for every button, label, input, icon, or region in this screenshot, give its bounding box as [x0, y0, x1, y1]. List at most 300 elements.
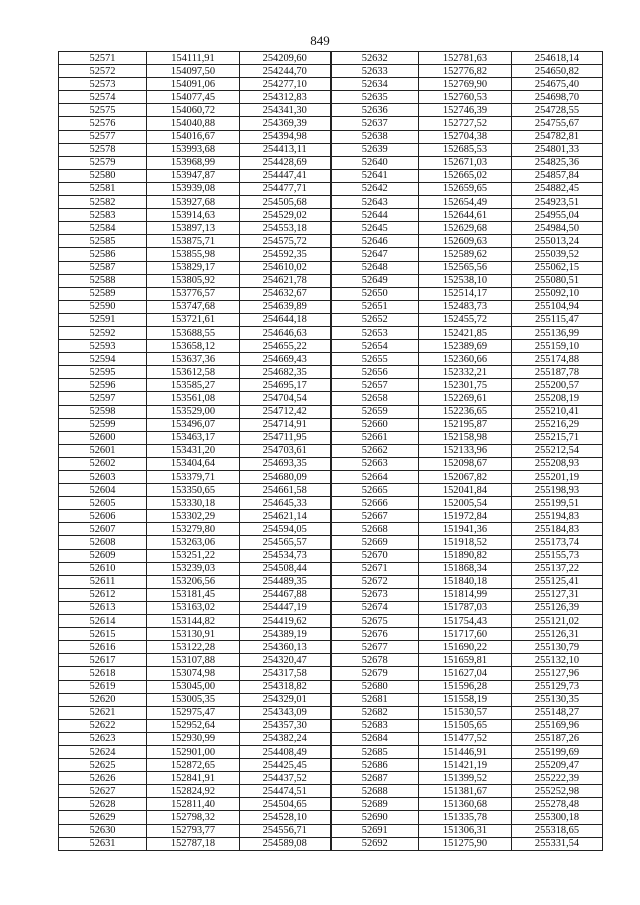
y-coordinate-left: 254447,19: [240, 601, 331, 614]
point-number-right: 52658: [331, 392, 419, 405]
y-coordinate-left: 254644,18: [240, 313, 331, 326]
table-row: [59, 65, 603, 78]
y-coordinate-right: 254698,70: [512, 91, 603, 104]
y-coordinate-right: 254782,81: [512, 130, 603, 143]
x-coordinate-right: 151335,78: [419, 811, 512, 824]
x-coordinate-left: 153144,82: [147, 615, 240, 628]
y-coordinate-left: 254447,41: [240, 169, 331, 182]
table-row: [59, 326, 603, 339]
y-coordinate-right: 255104,94: [512, 300, 603, 313]
point-number-left: 52617: [59, 654, 147, 667]
point-number-left: 52624: [59, 745, 147, 758]
point-number-right: 52638: [331, 130, 419, 143]
x-coordinate-right: 152644,61: [419, 209, 512, 222]
y-coordinate-right: 255127,96: [512, 667, 603, 680]
point-number-left: 52630: [59, 824, 147, 837]
y-coordinate-right: 255210,41: [512, 405, 603, 418]
point-number-left: 52625: [59, 759, 147, 772]
x-coordinate-left: 153747,68: [147, 300, 240, 313]
x-coordinate-right: 151754,43: [419, 615, 512, 628]
y-coordinate-right: 255200,57: [512, 379, 603, 392]
point-number-left: 52590: [59, 300, 147, 313]
point-number-left: 52587: [59, 261, 147, 274]
x-coordinate-right: 152301,75: [419, 379, 512, 392]
x-coordinate-left: 152793,77: [147, 824, 240, 837]
point-number-right: 52678: [331, 654, 419, 667]
point-number-right: 52657: [331, 379, 419, 392]
y-coordinate-left: 254610,02: [240, 261, 331, 274]
y-coordinate-left: 254209,60: [240, 52, 331, 65]
x-coordinate-left: 153350,65: [147, 484, 240, 497]
x-coordinate-left: 152798,32: [147, 811, 240, 824]
x-coordinate-right: 151275,90: [419, 837, 512, 850]
y-coordinate-left: 254680,09: [240, 471, 331, 484]
table-row: [59, 719, 603, 732]
x-coordinate-left: 153968,99: [147, 156, 240, 169]
point-number-left: 52595: [59, 366, 147, 379]
point-number-left: 52594: [59, 353, 147, 366]
x-coordinate-left: 152841,91: [147, 772, 240, 785]
y-coordinate-left: 254508,44: [240, 562, 331, 575]
y-coordinate-left: 254589,08: [240, 837, 331, 850]
table-row: [59, 811, 603, 824]
point-number-right: 52692: [331, 837, 419, 850]
point-number-right: 52691: [331, 824, 419, 837]
table-row: [59, 536, 603, 549]
point-number-right: 52680: [331, 680, 419, 693]
point-number-right: 52673: [331, 588, 419, 601]
x-coordinate-left: 153529,00: [147, 405, 240, 418]
table-row: [59, 641, 603, 654]
table-row: [59, 732, 603, 745]
point-number-left: 52622: [59, 719, 147, 732]
x-coordinate-right: 152332,21: [419, 366, 512, 379]
table-row: [59, 680, 603, 693]
y-coordinate-right: 255080,51: [512, 274, 603, 287]
x-coordinate-left: 153721,61: [147, 313, 240, 326]
y-coordinate-right: 255013,24: [512, 235, 603, 248]
point-number-left: 52581: [59, 182, 147, 195]
point-number-right: 52688: [331, 785, 419, 798]
x-coordinate-right: 152514,17: [419, 287, 512, 300]
table-row: [59, 300, 603, 313]
y-coordinate-left: 254341,30: [240, 104, 331, 117]
point-number-right: 52653: [331, 326, 419, 339]
point-number-right: 52689: [331, 798, 419, 811]
point-number-left: 52600: [59, 431, 147, 444]
x-coordinate-right: 152389,69: [419, 340, 512, 353]
x-coordinate-left: 153776,57: [147, 287, 240, 300]
point-number-right: 52684: [331, 732, 419, 745]
x-coordinate-right: 152776,82: [419, 65, 512, 78]
point-number-right: 52635: [331, 91, 419, 104]
point-number-left: 52605: [59, 497, 147, 510]
point-number-right: 52677: [331, 641, 419, 654]
point-number-right: 52683: [331, 719, 419, 732]
point-number-right: 52661: [331, 431, 419, 444]
x-coordinate-right: 152158,98: [419, 431, 512, 444]
table-row: [59, 772, 603, 785]
x-coordinate-left: 152787,18: [147, 837, 240, 850]
y-coordinate-right: 255121,02: [512, 615, 603, 628]
y-coordinate-right: 255194,83: [512, 510, 603, 523]
x-coordinate-right: 151505,65: [419, 719, 512, 732]
x-coordinate-left: 153658,12: [147, 340, 240, 353]
y-coordinate-left: 254534,73: [240, 549, 331, 562]
y-coordinate-left: 254693,35: [240, 457, 331, 470]
point-number-left: 52584: [59, 222, 147, 235]
x-coordinate-left: 153805,92: [147, 274, 240, 287]
point-number-right: 52679: [331, 667, 419, 680]
y-coordinate-right: 255187,78: [512, 366, 603, 379]
y-coordinate-left: 254382,24: [240, 732, 331, 745]
x-coordinate-left: 152930,99: [147, 732, 240, 745]
point-number-left: 52586: [59, 248, 147, 261]
x-coordinate-right: 151399,52: [419, 772, 512, 785]
x-coordinate-left: 153404,64: [147, 457, 240, 470]
x-coordinate-right: 151421,19: [419, 759, 512, 772]
x-coordinate-right: 152781,63: [419, 52, 512, 65]
y-coordinate-left: 254394,98: [240, 130, 331, 143]
point-number-left: 52585: [59, 235, 147, 248]
table-row: [59, 824, 603, 837]
x-coordinate-right: 152483,73: [419, 300, 512, 313]
point-number-left: 52609: [59, 549, 147, 562]
x-coordinate-right: 151381,67: [419, 785, 512, 798]
x-coordinate-left: 154040,88: [147, 117, 240, 130]
y-coordinate-left: 254529,02: [240, 209, 331, 222]
point-number-right: 52645: [331, 222, 419, 235]
x-coordinate-left: 153463,17: [147, 431, 240, 444]
point-number-left: 52573: [59, 78, 147, 91]
table-row: [59, 471, 603, 484]
point-number-right: 52639: [331, 143, 419, 156]
y-coordinate-left: 254632,67: [240, 287, 331, 300]
x-coordinate-left: 153585,27: [147, 379, 240, 392]
y-coordinate-left: 254467,88: [240, 588, 331, 601]
y-coordinate-left: 254244,70: [240, 65, 331, 78]
table-row: [59, 91, 603, 104]
x-coordinate-right: 151890,82: [419, 549, 512, 562]
x-coordinate-left: 153005,35: [147, 693, 240, 706]
y-coordinate-right: 255208,19: [512, 392, 603, 405]
x-coordinate-left: 153993,68: [147, 143, 240, 156]
x-coordinate-left: 153897,13: [147, 222, 240, 235]
y-coordinate-right: 255127,31: [512, 588, 603, 601]
y-coordinate-right: 255184,83: [512, 523, 603, 536]
table-row: [59, 575, 603, 588]
point-number-left: 52623: [59, 732, 147, 745]
x-coordinate-right: 152685,53: [419, 143, 512, 156]
y-coordinate-left: 254655,22: [240, 340, 331, 353]
y-coordinate-right: 255136,99: [512, 326, 603, 339]
x-coordinate-left: 153302,29: [147, 510, 240, 523]
y-coordinate-left: 254318,82: [240, 680, 331, 693]
point-number-right: 52674: [331, 601, 419, 614]
x-coordinate-right: 151360,68: [419, 798, 512, 811]
table-row: [59, 182, 603, 195]
x-coordinate-left: 154016,67: [147, 130, 240, 143]
y-coordinate-right: 254728,55: [512, 104, 603, 117]
table-row: [59, 340, 603, 353]
point-number-right: 52667: [331, 510, 419, 523]
point-number-left: 52612: [59, 588, 147, 601]
y-coordinate-left: 254621,14: [240, 510, 331, 523]
y-coordinate-left: 254389,19: [240, 628, 331, 641]
x-coordinate-right: 151306,31: [419, 824, 512, 837]
table-row: [59, 169, 603, 182]
table-row: [59, 654, 603, 667]
point-number-right: 52659: [331, 405, 419, 418]
point-number-right: 52685: [331, 745, 419, 758]
x-coordinate-left: 153431,20: [147, 444, 240, 457]
table-row: [59, 785, 603, 798]
x-coordinate-right: 151840,18: [419, 575, 512, 588]
y-coordinate-left: 254565,57: [240, 536, 331, 549]
x-coordinate-left: 153330,18: [147, 497, 240, 510]
y-coordinate-left: 254504,65: [240, 798, 331, 811]
table-row: [59, 431, 603, 444]
y-coordinate-left: 254682,35: [240, 366, 331, 379]
table-row: [59, 667, 603, 680]
page-number: 849: [310, 33, 330, 48]
y-coordinate-left: 254714,91: [240, 418, 331, 431]
point-number-right: 52682: [331, 706, 419, 719]
table-row: [59, 523, 603, 536]
x-coordinate-right: 152746,39: [419, 104, 512, 117]
point-number-left: 52588: [59, 274, 147, 287]
y-coordinate-right: 254825,36: [512, 156, 603, 169]
x-coordinate-right: 152760,53: [419, 91, 512, 104]
y-coordinate-right: 255130,79: [512, 641, 603, 654]
x-coordinate-left: 152872,65: [147, 759, 240, 772]
y-coordinate-right: 255278,48: [512, 798, 603, 811]
x-coordinate-left: 153612,58: [147, 366, 240, 379]
x-coordinate-right: 152067,82: [419, 471, 512, 484]
point-number-right: 52686: [331, 759, 419, 772]
x-coordinate-left: 153939,08: [147, 182, 240, 195]
point-number-left: 52608: [59, 536, 147, 549]
point-number-right: 52668: [331, 523, 419, 536]
y-coordinate-right: 255062,15: [512, 261, 603, 274]
y-coordinate-right: 255187,26: [512, 732, 603, 745]
table-row: [59, 497, 603, 510]
point-number-right: 52669: [331, 536, 419, 549]
x-coordinate-left: 153239,03: [147, 562, 240, 575]
table-row: [59, 759, 603, 772]
point-number-right: 52636: [331, 104, 419, 117]
x-coordinate-left: 153947,87: [147, 169, 240, 182]
y-coordinate-left: 254556,71: [240, 824, 331, 837]
point-number-right: 52641: [331, 169, 419, 182]
point-number-right: 52651: [331, 300, 419, 313]
y-coordinate-left: 254425,45: [240, 759, 331, 772]
coordinates-table: [58, 51, 603, 851]
point-number-left: 52589: [59, 287, 147, 300]
y-coordinate-right: 254955,04: [512, 209, 603, 222]
y-coordinate-right: 255126,39: [512, 601, 603, 614]
y-coordinate-right: 255130,35: [512, 693, 603, 706]
point-number-right: 52654: [331, 340, 419, 353]
y-coordinate-left: 254528,10: [240, 811, 331, 824]
y-coordinate-right: 254801,33: [512, 143, 603, 156]
y-coordinate-right: 255174,88: [512, 353, 603, 366]
x-coordinate-left: 152811,40: [147, 798, 240, 811]
point-number-right: 52660: [331, 418, 419, 431]
x-coordinate-right: 152236,65: [419, 405, 512, 418]
point-number-right: 52632: [331, 52, 419, 65]
x-coordinate-right: 152665,02: [419, 169, 512, 182]
y-coordinate-right: 254923,51: [512, 196, 603, 209]
x-coordinate-left: 154091,06: [147, 78, 240, 91]
point-number-right: 52652: [331, 313, 419, 326]
table-row: [59, 52, 603, 65]
x-coordinate-left: 153496,07: [147, 418, 240, 431]
x-coordinate-right: 152538,10: [419, 274, 512, 287]
x-coordinate-right: 151477,52: [419, 732, 512, 745]
table-row: [59, 510, 603, 523]
x-coordinate-left: 152952,64: [147, 719, 240, 732]
x-coordinate-right: 151558,19: [419, 693, 512, 706]
y-coordinate-left: 254277,10: [240, 78, 331, 91]
table-row: [59, 274, 603, 287]
y-coordinate-left: 254639,89: [240, 300, 331, 313]
point-number-left: 52628: [59, 798, 147, 811]
x-coordinate-right: 152360,66: [419, 353, 512, 366]
x-coordinate-left: 153914,63: [147, 209, 240, 222]
table-row: [59, 196, 603, 209]
table-row: [59, 601, 603, 614]
x-coordinate-right: 152609,63: [419, 235, 512, 248]
x-coordinate-right: 152629,68: [419, 222, 512, 235]
x-coordinate-right: 151596,28: [419, 680, 512, 693]
x-coordinate-right: 152133,96: [419, 444, 512, 457]
point-number-left: 52603: [59, 471, 147, 484]
y-coordinate-right: 254755,67: [512, 117, 603, 130]
y-coordinate-left: 254437,52: [240, 772, 331, 785]
y-coordinate-right: 255212,54: [512, 444, 603, 457]
y-coordinate-left: 254553,18: [240, 222, 331, 235]
point-number-left: 52598: [59, 405, 147, 418]
x-coordinate-right: 151814,99: [419, 588, 512, 601]
y-coordinate-right: 254650,82: [512, 65, 603, 78]
point-number-left: 52615: [59, 628, 147, 641]
y-coordinate-left: 254419,62: [240, 615, 331, 628]
x-coordinate-left: 154111,91: [147, 52, 240, 65]
point-number-right: 52643: [331, 196, 419, 209]
point-number-left: 52583: [59, 209, 147, 222]
x-coordinate-left: 153122,28: [147, 641, 240, 654]
table-row: [59, 562, 603, 575]
table-row: [59, 313, 603, 326]
point-number-left: 52577: [59, 130, 147, 143]
y-coordinate-left: 254329,01: [240, 693, 331, 706]
y-coordinate-right: 254618,14: [512, 52, 603, 65]
table-row: [59, 248, 603, 261]
point-number-right: 52649: [331, 274, 419, 287]
y-coordinate-right: 254882,45: [512, 182, 603, 195]
x-coordinate-right: 152098,67: [419, 457, 512, 470]
x-coordinate-left: 153875,71: [147, 235, 240, 248]
x-coordinate-right: 152269,61: [419, 392, 512, 405]
y-coordinate-left: 254695,17: [240, 379, 331, 392]
x-coordinate-right: 151530,57: [419, 706, 512, 719]
x-coordinate-right: 152704,38: [419, 130, 512, 143]
point-number-right: 52647: [331, 248, 419, 261]
table-row: [59, 837, 603, 850]
point-number-right: 52675: [331, 615, 419, 628]
point-number-left: 52580: [59, 169, 147, 182]
y-coordinate-left: 254594,05: [240, 523, 331, 536]
x-coordinate-left: 153263,06: [147, 536, 240, 549]
x-coordinate-right: 151941,36: [419, 523, 512, 536]
x-coordinate-right: 151868,34: [419, 562, 512, 575]
x-coordinate-right: 152769,90: [419, 78, 512, 91]
table-row: [59, 484, 603, 497]
y-coordinate-left: 254474,51: [240, 785, 331, 798]
table-row: [59, 235, 603, 248]
point-number-left: 52599: [59, 418, 147, 431]
x-coordinate-right: 151446,91: [419, 745, 512, 758]
point-number-left: 52572: [59, 65, 147, 78]
point-number-right: 52637: [331, 117, 419, 130]
point-number-left: 52602: [59, 457, 147, 470]
x-coordinate-left: 153130,91: [147, 628, 240, 641]
point-number-left: 52604: [59, 484, 147, 497]
point-number-right: 52644: [331, 209, 419, 222]
x-coordinate-right: 152654,49: [419, 196, 512, 209]
point-number-left: 52616: [59, 641, 147, 654]
table-row: [59, 745, 603, 758]
x-coordinate-left: 153379,71: [147, 471, 240, 484]
point-number-right: 52687: [331, 772, 419, 785]
y-coordinate-right: 255169,96: [512, 719, 603, 732]
x-coordinate-right: 152455,72: [419, 313, 512, 326]
table-row: [59, 444, 603, 457]
y-coordinate-left: 254712,42: [240, 405, 331, 418]
y-coordinate-left: 254645,33: [240, 497, 331, 510]
y-coordinate-right: 255039,52: [512, 248, 603, 261]
y-coordinate-left: 254428,69: [240, 156, 331, 169]
point-number-right: 52656: [331, 366, 419, 379]
point-number-left: 52629: [59, 811, 147, 824]
point-number-left: 52621: [59, 706, 147, 719]
table-row: [59, 628, 603, 641]
table-row: [59, 405, 603, 418]
x-coordinate-right: 152659,65: [419, 182, 512, 195]
point-number-right: 52662: [331, 444, 419, 457]
point-number-right: 52690: [331, 811, 419, 824]
y-coordinate-right: 255129,73: [512, 680, 603, 693]
y-coordinate-left: 254703,61: [240, 444, 331, 457]
point-number-right: 52642: [331, 182, 419, 195]
table-row: [59, 588, 603, 601]
x-coordinate-left: 153829,17: [147, 261, 240, 274]
point-number-right: 52666: [331, 497, 419, 510]
coordinates-table-body: [59, 52, 603, 851]
point-number-right: 52670: [331, 549, 419, 562]
point-number-left: 52579: [59, 156, 147, 169]
y-coordinate-left: 254357,30: [240, 719, 331, 732]
table-row: [59, 78, 603, 91]
point-number-left: 52619: [59, 680, 147, 693]
table-row: [59, 392, 603, 405]
point-number-right: 52665: [331, 484, 419, 497]
y-coordinate-left: 254646,63: [240, 326, 331, 339]
y-coordinate-right: 255215,71: [512, 431, 603, 444]
x-coordinate-right: 151918,52: [419, 536, 512, 549]
x-coordinate-left: 152824,92: [147, 785, 240, 798]
